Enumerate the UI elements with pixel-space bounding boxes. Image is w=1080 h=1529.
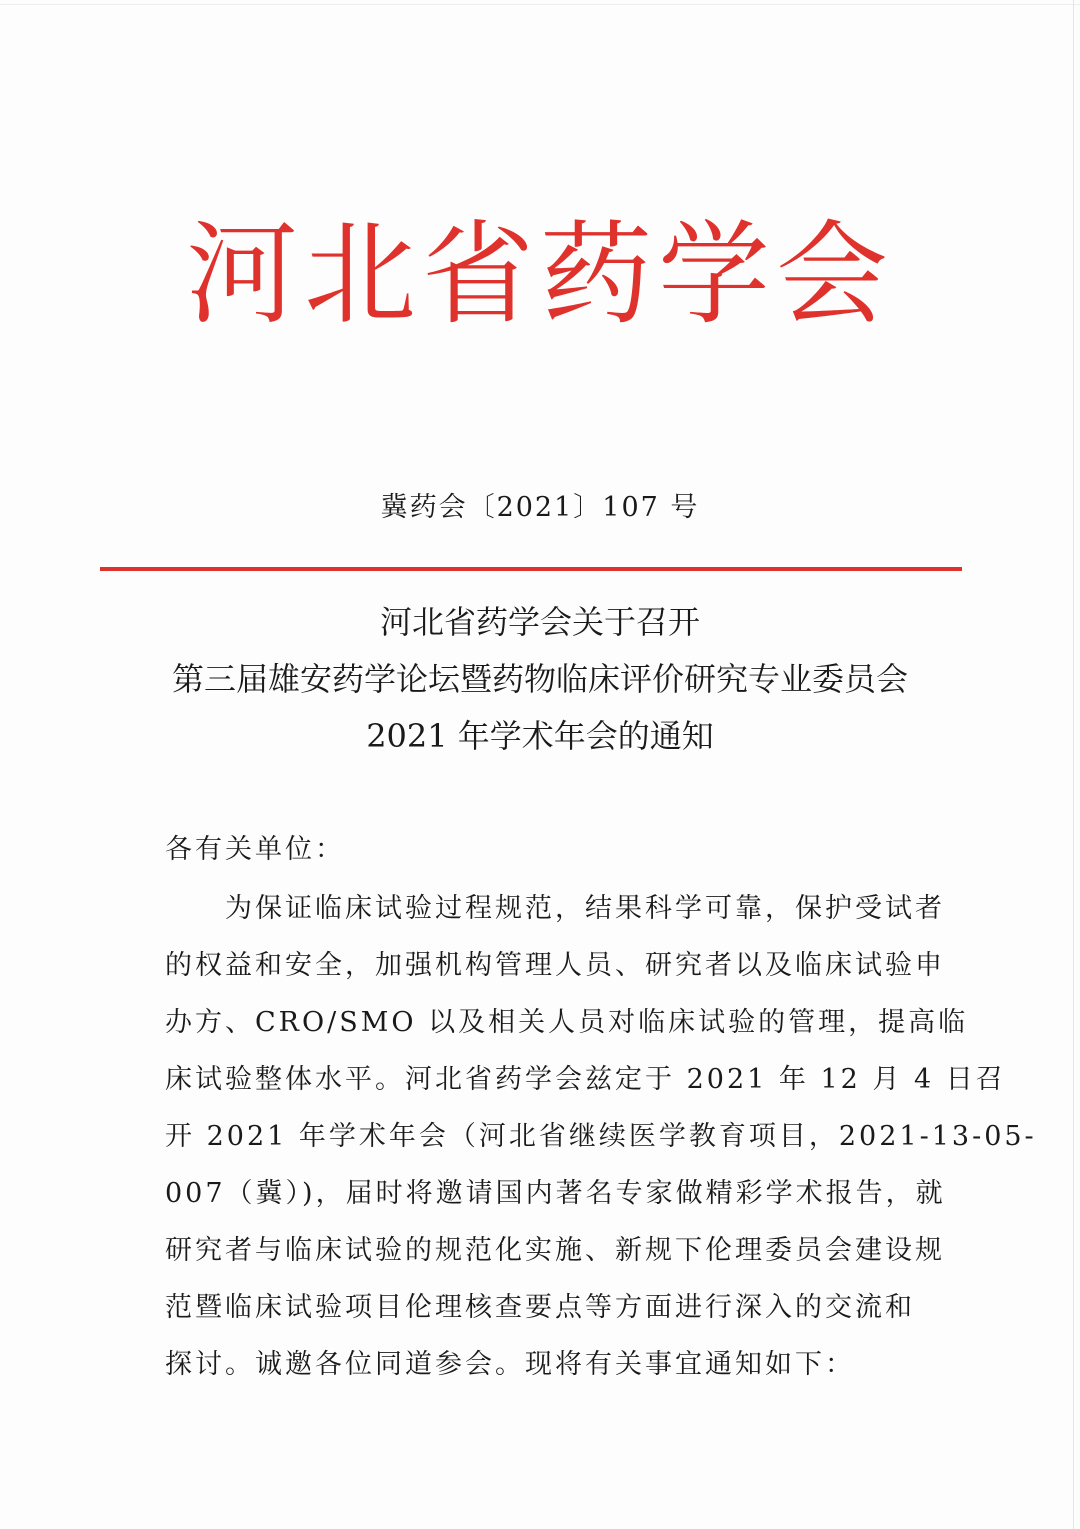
- document-number: 冀药会〔2021〕107 号: [380, 492, 700, 523]
- title-line: 2021 年学术年会的通知: [366, 717, 714, 755]
- body-line: 研究者与临床试验的规范化实施、新规下伦理委员会建设规: [165, 1235, 945, 1266]
- notice-title: [60, 594, 1020, 765]
- scan-edge-top: [0, 4, 1080, 5]
- body-line: 办方、CRO/SMO 以及相关人员对临床试验的管理，提高临: [165, 1007, 969, 1038]
- body-line: 范暨临床试验项目伦理核查要点等方面进行深入的交流和: [165, 1292, 915, 1323]
- title-line: 河北省药学会关于召开: [379, 603, 700, 641]
- body-paragraph: [165, 880, 1037, 1393]
- org-letterhead: 河北省药学会: [186, 210, 894, 340]
- body-line: 的权益和安全，加强机构管理人员、研究者以及临床试验申: [165, 950, 945, 981]
- body-line: 床试验整体水平。河北省药学会兹定于 2021 年 12 月 4 日召: [165, 1064, 1006, 1095]
- body-line: 007（冀）)，届时将邀请国内著名专家做精彩学术报告，就: [165, 1178, 946, 1209]
- body-line: 开 2021 年学术年会（河北省继续医学教育项目，2021-13-05-: [165, 1121, 1037, 1152]
- salutation: 各有关单位：: [165, 834, 345, 865]
- body-line: 为保证临床试验过程规范，结果科学可靠，保护受试者: [165, 893, 945, 924]
- title-line: 第三届雄安药学论坛暨药物临床评价研究专业委员会: [171, 660, 908, 698]
- red-divider-line: [100, 567, 962, 571]
- body-line: 探讨。诚邀各位同道参会。现将有关事宜通知如下：: [165, 1349, 855, 1380]
